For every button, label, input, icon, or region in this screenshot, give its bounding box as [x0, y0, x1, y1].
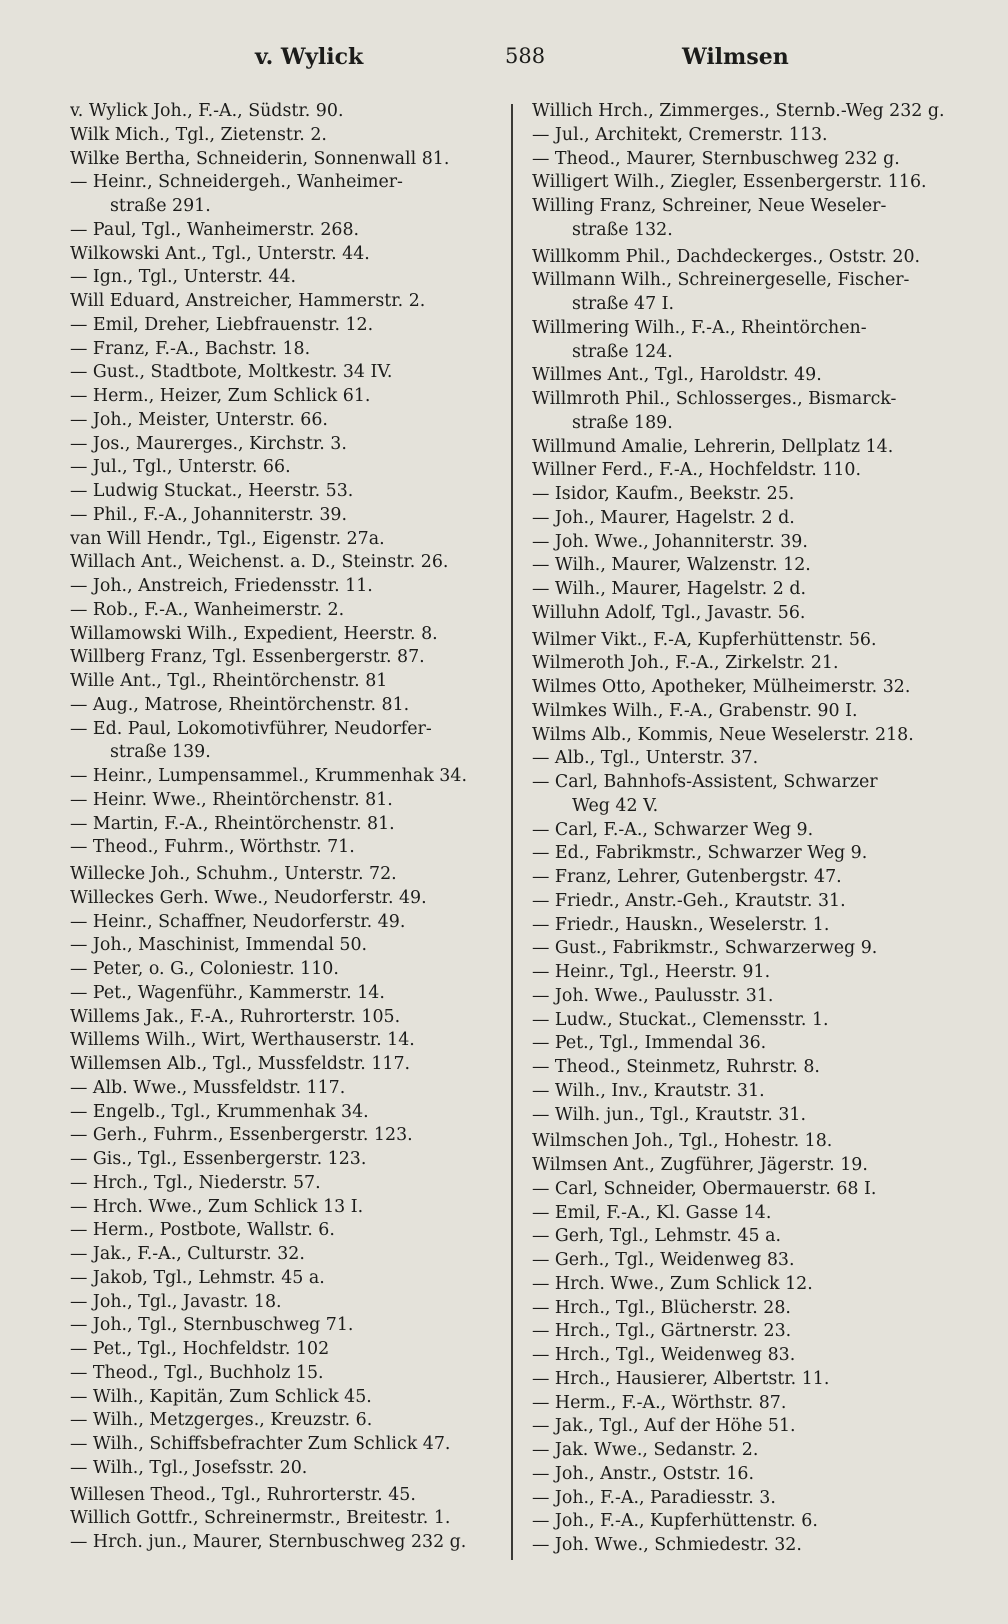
page-number: 588 — [505, 44, 546, 68]
directory-entry: — Ed. Paul, Lokomotivführer, Neudorfer- — [70, 718, 432, 739]
directory-entry: — Gerh., Fuhrm., Essenbergerstr. 123. — [70, 1125, 413, 1146]
header-right-name: Wilmsen — [682, 44, 789, 70]
directory-entry: Willich Hrch., Zimmerges., Sternb.-Weg 232 g. — [532, 101, 945, 121]
directory-entry: — Jak. Wwe., Sedanstr. 2. — [532, 1440, 759, 1460]
directory-entry: Wilke Bertha, Schneiderin, Sonnenwall 81. — [70, 148, 450, 169]
directory-entry: straße 139. — [110, 742, 211, 763]
directory-entry: — Wilh., Inv., Krautstr. 31. — [532, 1080, 765, 1101]
header-left-name: v. Wylick — [255, 44, 364, 70]
directory-entry: — Wilh., Kapitän, Zum Schlick 45. — [70, 1386, 372, 1407]
directory-entry: Willecke Joh., Schuhm., Unterstr. 72. — [70, 864, 397, 884]
directory-entry: — Gust., Fabrikmstr., Schwarzerweg 9. — [532, 938, 878, 959]
directory-entry: — Herm., F.-A., Wörthstr. 87. — [532, 1392, 787, 1413]
directory-entry: — Theod., Maurer, Sternbuschweg 232 g. — [532, 148, 900, 169]
page-header — [70, 44, 968, 84]
directory-entry: straße 124. — [572, 341, 673, 362]
directory-entry: — Joh. Wwe., Johanniterstr. 39. — [532, 531, 808, 552]
directory-entry: — Heinr., Tgl., Heerstr. 91. — [532, 962, 771, 982]
directory-entry: — Joh., Meister, Unterstr. 66. — [70, 409, 328, 430]
directory-entry: — Martin, F.-A., Rheintörchenstr. 81. — [70, 813, 395, 834]
directory-entry: Wilmeroth Joh., F.-A., Zirkelstr. 21. — [532, 653, 839, 674]
directory-entry: — Alb. Wwe., Mussfeldstr. 117. — [70, 1077, 346, 1098]
directory-entry: Wilmer Vikt., F.-A, Kupferhüttenstr. 56. — [532, 629, 877, 650]
directory-entry: Wilkowski Ant., Tgl., Unterstr. 44. — [70, 243, 370, 264]
directory-entry: — Hrch., Tgl., Blücherstr. 28. — [532, 1297, 791, 1318]
directory-entry: — Ludwig Stuckat., Heerstr. 53. — [70, 481, 354, 501]
directory-entry: — Isidor, Kaufm., Beekstr. 25. — [532, 484, 795, 504]
directory-entry: Willmund Amalie, Lehrerin, Dellplatz 14. — [532, 436, 894, 457]
directory-entry: Weg 42 V. — [572, 795, 659, 816]
directory-entry: Willmes Ant., Tgl., Haroldstr. 49. — [532, 365, 822, 386]
directory-entry: Will Eduard, Anstreicher, Hammerstr. 2. — [70, 291, 426, 311]
directory-entry: Willkomm Phil., Dachdeckerges., Oststr. 20. — [532, 246, 921, 267]
directory-entry: — Aug., Matrose, Rheintörchenstr. 81. — [70, 694, 410, 715]
directory-entry: — Jakob, Tgl., Lehmstr. 45 a. — [70, 1267, 325, 1288]
right-column — [532, 100, 974, 1558]
directory-entry: — Pet., Tgl., Immendal 36. — [532, 1033, 767, 1054]
directory-entry: Willuhn Adolf, Tgl., Javastr. 56. — [532, 602, 806, 623]
directory-entry: — Pet., Wagenführ., Kammerstr. 14. — [70, 982, 385, 1003]
directory-entry: — Joh. Wwe., Schmiedestr. 32. — [532, 1535, 802, 1555]
directory-entry: — Herm., Postbote, Wallstr. 6. — [70, 1220, 335, 1241]
directory-entry: — Friedr., Anstr.-Geh., Krautstr. 31. — [532, 890, 846, 911]
directory-entry: Wille Ant., Tgl., Rheintörchenstr. 81 — [70, 671, 388, 691]
directory-entry: — Theod., Tgl., Buchholz 15. — [70, 1362, 324, 1383]
directory-entry: — Gis., Tgl., Essenbergerstr. 123. — [70, 1149, 367, 1169]
directory-entry: Willesen Theod., Tgl., Ruhrorterstr. 45. — [70, 1484, 416, 1505]
directory-entry: — Joh., Anstr., Oststr. 16. — [532, 1463, 755, 1484]
directory-entry: — Franz, Lehrer, Gutenbergstr. 47. — [532, 867, 842, 887]
directory-entry: Wilk Mich., Tgl., Zietenstr. 2. — [70, 124, 327, 145]
directory-entry: — Joh., F.-A., Kupferhüttenstr. 6. — [532, 1511, 818, 1532]
directory-entry: Wilmkes Wilh., F.-A., Grabenstr. 90 I. — [532, 700, 858, 721]
directory-entry: — Heinr. Wwe., Rheintörchenstr. 81. — [70, 789, 393, 810]
directory-entry: Willmering Wilh., F.-A., Rheintörchen- — [532, 317, 867, 338]
directory-entry: — Hrch. Wwe., Zum Schlick 12. — [532, 1273, 813, 1294]
directory-entry: — Carl, F.-A., Schwarzer Weg 9. — [532, 819, 814, 840]
left-column — [70, 100, 512, 1555]
directory-entry: — Heinr., Schneidergeh., Wanheimer- — [70, 172, 403, 193]
directory-entry: — Jul., Architekt, Cremerstr. 113. — [532, 124, 828, 145]
directory-entry: — Hrch. Wwe., Zum Schlick 13 I. — [70, 1196, 364, 1217]
directory-entry: Wilms Alb., Kommis, Neue Weselerstr. 218. — [532, 724, 914, 745]
directory-entry: — Ed., Fabrikmstr., Schwarzer Weg 9. — [532, 843, 868, 864]
directory-entry: — Joh., Anstreich, Friedensstr. 11. — [70, 576, 373, 596]
directory-entry: — Phil., F.-A., Johanniterstr. 39. — [70, 504, 348, 525]
directory-entry: — Ign., Tgl., Unterstr. 44. — [70, 267, 297, 288]
directory-entry: — Joh. Wwe., Paulusstr. 31. — [532, 985, 774, 1006]
directory-entry: — Heinr., Schaffner, Neudorferstr. 49. — [70, 911, 406, 932]
directory-entry: Willemsen Alb., Tgl., Mussfeldstr. 117. — [70, 1054, 411, 1074]
directory-entry: — Jos., Maurerges., Kirchstr. 3. — [70, 433, 347, 454]
directory-entry: — Joh., Tgl., Javastr. 18. — [70, 1291, 282, 1312]
directory-entry: — Theod., Steinmetz, Ruhrstr. 8. — [532, 1057, 820, 1077]
directory-entry: — Joh., Maurer, Hagelstr. 2 d. — [532, 507, 795, 528]
directory-entry: Willems Wilh., Wirt, Werthauserstr. 14. — [70, 1030, 415, 1051]
directory-entry: — Franz, F.-A., Bachstr. 18. — [70, 338, 311, 359]
directory-entry: — Joh., F.-A., Paradiesstr. 3. — [532, 1487, 776, 1508]
directory-entry: — Peter, o. G., Coloniestr. 110. — [70, 959, 339, 979]
directory-entry: — Gust., Stadtbote, Moltkestr. 34 IV. — [70, 362, 393, 383]
directory-entry: — Hrch., Tgl., Niederstr. 57. — [70, 1172, 321, 1193]
directory-entry: Willeckes Gerh. Wwe., Neudorferstr. 49. — [70, 887, 427, 908]
directory-entry: — Paul, Tgl., Wanheimerstr. 268. — [70, 219, 360, 240]
directory-entry: straße 47 I. — [572, 294, 675, 314]
directory-entry: van Will Hendr., Tgl., Eigenstr. 27a. — [70, 528, 385, 549]
directory-entry: Willberg Franz, Tgl. Essenbergerstr. 87. — [70, 647, 425, 668]
directory-entry: Wilmes Otto, Apotheker, Mülheimerstr. 32. — [532, 677, 911, 697]
column-divider — [511, 104, 513, 1560]
directory-entry: Willamowski Wilh., Expedient, Heerstr. 8. — [70, 623, 438, 644]
directory-entry: Willigert Wilh., Ziegler, Essenbergerstr. 116. — [532, 172, 927, 193]
directory-entry: Willner Ferd., F.-A., Hochfeldstr. 110. — [532, 460, 862, 481]
directory-entry: — Hrch., Hausierer, Albertstr. 11. — [532, 1368, 830, 1389]
directory-entry: Wilmsen Ant., Zugführer, Jägerstr. 19. — [532, 1155, 868, 1175]
directory-entry: — Jak., F.-A., Culturstr. 32. — [70, 1244, 305, 1264]
directory-entry: — Wilh., Tgl., Josefsstr. 20. — [70, 1457, 308, 1478]
directory-entry: Willmann Wilh., Schreinergeselle, Fischer- — [532, 270, 910, 291]
directory-entry: Willmroth Phil., Schlosserges., Bismarck- — [532, 389, 897, 409]
directory-entry: — Herm., Heizer, Zum Schlick 61. — [70, 386, 371, 406]
directory-entry: — Carl, Schneider, Obermauerstr. 68 I. — [532, 1178, 877, 1199]
directory-entry: — Jul., Tgl., Unterstr. 66. — [70, 457, 291, 478]
directory-entry: — Ludw., Stuckat., Clemensstr. 1. — [532, 1009, 829, 1030]
directory-entry: — Wilh., Maurer, Walzenstr. 12. — [532, 555, 811, 576]
directory-entry: — Joh., Tgl., Sternbuschweg 71. — [70, 1315, 354, 1336]
directory-entry: — Engelb., Tgl., Krummenhak 34. — [70, 1101, 369, 1122]
directory-entry: straße 132. — [572, 219, 673, 240]
directory-entry: — Jak., Tgl., Auf der Höhe 51. — [532, 1416, 796, 1437]
directory-entry: — Heinr., Lumpensammel., Krummenhak 34. — [70, 766, 467, 786]
directory-entry: — Wilh., Schiffsbefrachter Zum Schlick 47. — [70, 1434, 451, 1454]
directory-entry: — Carl, Bahnhofs-Assistent, Schwarzer — [532, 772, 878, 792]
directory-entry: straße 291. — [110, 196, 211, 216]
directory-entry: — Gerh, Tgl., Lehmstr. 45 a. — [532, 1226, 782, 1247]
directory-entry: v. Wylick Joh., F.-A., Südstr. 90. — [70, 101, 344, 121]
directory-entry: — Joh., Maschinist, Immendal 50. — [70, 935, 368, 956]
directory-entry: — Wilh., Metzgerges., Kreuzstr. 6. — [70, 1410, 373, 1431]
directory-entry: — Rob., F.-A., Wanheimerstr. 2. — [70, 599, 345, 620]
directory-entry: — Wilh., Maurer, Hagelstr. 2 d. — [532, 579, 806, 599]
directory-entry: Wilmschen Joh., Tgl., Hohestr. 18. — [532, 1131, 833, 1152]
directory-entry: Willems Jak., F.-A., Ruhrorterstr. 105. — [70, 1006, 401, 1027]
directory-entry: Willing Franz, Schreiner, Neue Weseler- — [532, 196, 887, 216]
directory-entry: — Theod., Fuhrm., Wörthstr. 71. — [70, 837, 355, 858]
directory-entry: — Hrch., Tgl., Weidenweg 83. — [532, 1345, 796, 1365]
directory-entry: — Emil, Dreher, Liebfrauenstr. 12. — [70, 314, 374, 335]
directory-entry: straße 189. — [572, 412, 673, 433]
directory-entry: — Emil, F.-A., Kl. Gasse 14. — [532, 1202, 772, 1223]
directory-entry: — Wilh. jun., Tgl., Krautstr. 31. — [532, 1104, 807, 1125]
directory-entry: — Pet., Tgl., Hochfeldstr. 102 — [70, 1339, 330, 1359]
directory-entry: — Alb., Tgl., Unterstr. 37. — [532, 748, 759, 769]
directory-entry: Willach Ant., Weichenst. a. D., Steinstr. 26. — [70, 552, 449, 573]
directory-entry: — Friedr., Hauskn., Weselerstr. 1. — [532, 914, 830, 935]
directory-entry: — Hrch. jun., Maurer, Sternbuschweg 232 g. — [70, 1532, 467, 1552]
directory-entry: — Hrch., Tgl., Gärtnerstr. 23. — [532, 1321, 792, 1342]
directory-entry: — Gerh., Tgl., Weidenweg 83. — [532, 1250, 795, 1270]
directory-entry: Willich Gottfr., Schreinermstr., Breitestr. 1. — [70, 1508, 451, 1529]
